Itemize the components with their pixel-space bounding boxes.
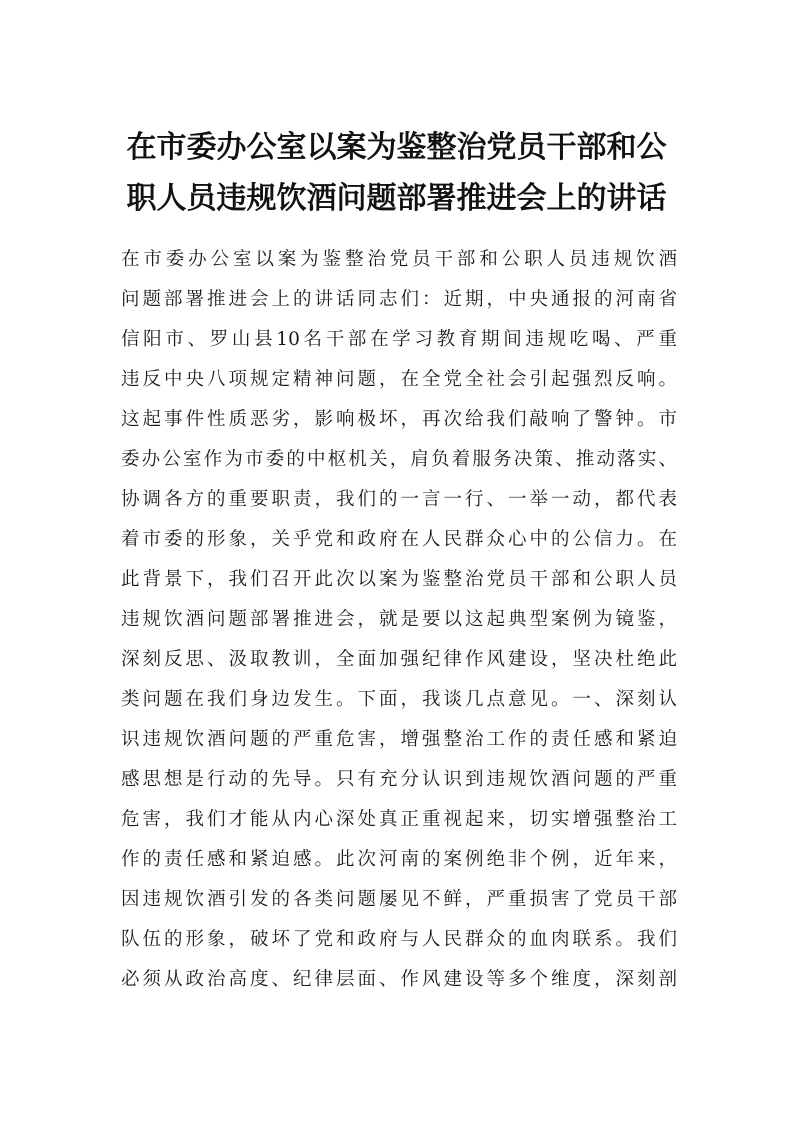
title-line: 在市委办公室以案为鉴整治党员干部和公 bbox=[126, 130, 667, 165]
body-line: 这起事件性质恶劣，影响极坏，再次给我们敲响了警钟。市 bbox=[121, 409, 677, 430]
document-body bbox=[121, 240, 677, 1000]
body-line: 违反中央八项规定精神问题，在全党全社会引起强烈反响。 bbox=[121, 369, 677, 390]
body-line: 协调各方的重要职责，我们的一言一行、一举一动，都代表 bbox=[121, 489, 677, 510]
body-line: 着市委的形象，关乎党和政府在人民群众心中的公信力。在 bbox=[121, 529, 677, 550]
body-line: 识违规饮酒问题的严重危害，增强整治工作的责任感和紧迫 bbox=[121, 729, 677, 750]
body-line: 委办公室作为市委的中枢机关，肩负着服务决策、推动落实、 bbox=[121, 449, 677, 470]
document-title bbox=[110, 122, 683, 224]
title-line: 职人员违规饮酒问题部署推进会上的讲话 bbox=[126, 181, 667, 216]
body-line: 违规饮酒问题部署推进会，就是要以这起典型案例为镜鉴， bbox=[121, 609, 677, 630]
body-line: 感思想是行动的先导。只有充分认识到违规饮酒问题的严重 bbox=[121, 769, 677, 790]
body-line: 类问题在我们身边发生。下面，我谈几点意见。一、深刻认 bbox=[121, 689, 677, 710]
body-line: 因违规饮酒引发的各类问题屡见不鲜，严重损害了党员干部 bbox=[121, 889, 677, 910]
body-line: 作的责任感和紧迫感。此次河南的案例绝非个例，近年来， bbox=[121, 849, 677, 870]
body-line: 队伍的形象，破坏了党和政府与人民群众的血肉联系。我们 bbox=[121, 929, 677, 950]
body-line: 问题部署推进会上的讲话同志们：近期，中央通报的河南省 bbox=[121, 289, 677, 310]
body-line: 在市委办公室以案为鉴整治党员干部和公职人员违规饮酒 bbox=[121, 249, 677, 270]
body-line: 深刻反思、汲取教训，全面加强纪律作风建设，坚决杜绝此 bbox=[121, 649, 677, 670]
body-line: 信阳市、罗山县10名干部在学习教育期间违规吃喝、严重 bbox=[121, 329, 677, 350]
body-line: 此背景下，我们召开此次以案为鉴整治党员干部和公职人员 bbox=[121, 569, 677, 590]
body-line: 必须从政治高度、纪律层面、作风建设等多个维度，深刻剖 bbox=[121, 969, 677, 990]
body-line: 危害，我们才能从内心深处真正重视起来，切实增强整治工 bbox=[121, 809, 677, 830]
